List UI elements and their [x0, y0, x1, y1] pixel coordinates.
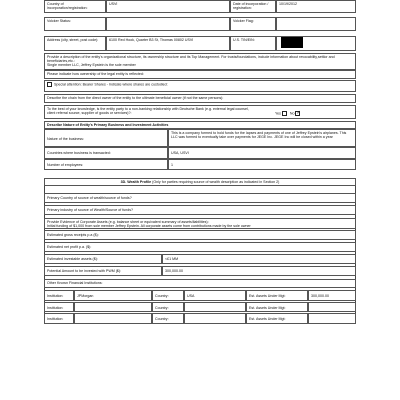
institution-label: Institution:	[44, 302, 74, 312]
investable-label: Estimated investable assets ($):	[44, 254, 162, 264]
address-label: Address (city, street, post code):	[44, 36, 106, 51]
country-label: Country:	[152, 302, 184, 312]
nature-value: This is a company formed to hold funds for the lapses and payments of one of Jeffrey Epstein's airplanes. This LLC was formed to eventually take over payments for JEGE Inc. JEGE Inc will be closed within a year	[168, 129, 356, 147]
net-profit-row: Estimated net profit p.a. ($):	[44, 242, 356, 252]
wealth-heading: 3D. Wealth Profile (Only for parties requiring source of wealth description as indicated in Section 2)	[44, 178, 356, 186]
institution-value	[74, 302, 152, 312]
countries-label: Countries where business is transacted:	[44, 147, 168, 159]
assets-label: Est. Assets Under Mgt:	[246, 302, 308, 312]
nature-label: Nature of the business:	[44, 129, 168, 147]
volcker-status-label: Volcker Status:	[44, 17, 106, 31]
special-attention-row: Special attention: Bearer Shares - Indicate where shares are custodied:	[44, 80, 356, 92]
investable-value: <£1 MM	[162, 254, 356, 264]
date-label: Date of incorporation / registration:	[230, 0, 276, 13]
volcker-flag-label: Volcker Flag:	[230, 17, 276, 31]
yes-checkbox[interactable]	[282, 111, 287, 116]
country-label: Country:	[152, 290, 184, 301]
primary-industry-row: Primary industry of source of Wealth/Source of funds?	[44, 205, 356, 215]
institution-value	[74, 313, 152, 324]
non-banking-row: To the best of your knowledge, is the entity party to a non-banking relationship with Deutsche Bank (e.g. external legal counsel, client referral source, supplier of goods or services)?: Yes No ✓	[44, 105, 356, 119]
country-value: USA	[184, 290, 246, 301]
gross-receipts-row: Estimated gross receipts p.a ($):	[44, 230, 356, 240]
business-heading: Describe Nature of Entity's Primary Business and Investment Activities	[44, 121, 356, 129]
evidence-row: Provide Evidence of Corporate Assets (e.g. balance sheet or equivalent summary of assets/liabilities): Initial funding of $1,000 from sole member Jeffrey Epstein. All corporate assets come from contributions made by the sole owner	[44, 218, 356, 229]
country-label: Country of incorporation/registration:	[44, 0, 106, 13]
country-label: Country:	[152, 313, 184, 324]
org-structure-row: Provide a description of the entity's organizational structure, its ownership structure and its Top Management. For trusts/foundations, include information about revocability,settlor and beneficiaries,etc.: Single member LLC, Jeffrey Epstein is the sole member	[44, 53, 356, 70]
primary-country-row: Primary Country of source of wealth/source of funds?	[44, 193, 356, 203]
countries-value: USA, USVI	[168, 147, 356, 159]
assets-value: 300,000.00	[308, 290, 356, 301]
volcker-flag-value	[276, 17, 356, 31]
other-institutions-row: Other Known Financial Institutions:	[44, 279, 356, 288]
employees-value: 1	[168, 159, 356, 170]
date-value: 10/19/2012	[276, 0, 356, 13]
institution-label: Institution:	[44, 313, 74, 324]
chain-row: Describe the chain from the direct owner of the entity to the ultimate beneficial owner (if not the same persons):	[44, 94, 356, 103]
assets-label: Est. Assets Under Mgt:	[246, 313, 308, 324]
potential-label: Potential Amount to be invested with PWM ($):	[44, 266, 162, 276]
potential-value: 300,000.00	[162, 266, 356, 276]
ownership-row: Please indicate how ownership of the legal entity is reflected:	[44, 70, 356, 79]
country-value	[184, 313, 246, 324]
address-value: 6100 Red Hook, Quarter B3 St, Thomas 00802 USVI	[106, 36, 230, 51]
bearer-shares-checkbox[interactable]	[47, 82, 52, 87]
assets-value	[308, 313, 356, 324]
tin-label: U.S. TIN/EIN:	[230, 36, 276, 51]
country-value: USVI	[106, 0, 230, 13]
redaction-block	[281, 37, 303, 48]
institution-value: JPMorgan	[74, 290, 152, 301]
volcker-status-value	[106, 17, 230, 31]
employees-label: Number of employees:	[44, 159, 168, 170]
assets-label: Est. Assets Under Mgt:	[246, 290, 308, 301]
no-checkbox[interactable]	[295, 111, 300, 116]
assets-value	[308, 302, 356, 312]
country-value	[184, 302, 246, 312]
institution-label: Institution:	[44, 290, 74, 301]
